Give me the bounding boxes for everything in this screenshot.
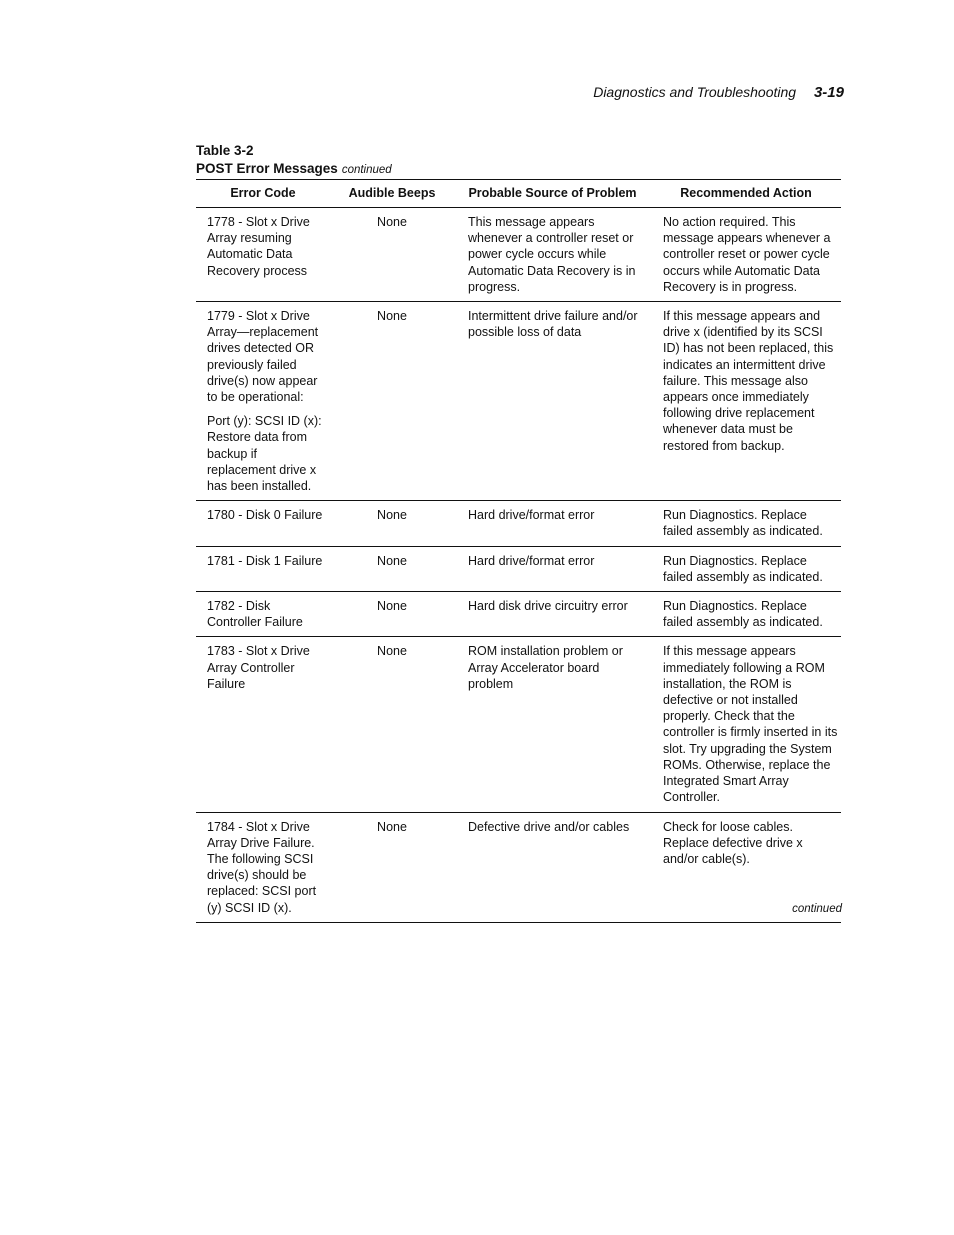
error-code-text: 1779 - Slot x Drive Array—replacement drives detected OR previously failed drive(s) now appear to be operational: [207,309,319,405]
recommended-action-cell: If this message appears and drive x (identified by its SCSI ID) has not been replaced, this indicates an intermittent drive failure. This message also appears once immediately following drive replacement whenever data must be restored from backup. [651,302,841,501]
recommended-action-cell: Run Diagnostics. Replace failed assembly as indicated. [651,592,841,637]
table-header-row [196,180,841,208]
error-code-cell: 1781 - Disk 1 Failure [196,546,330,591]
error-code-cell [196,302,330,501]
table-row [196,592,841,637]
audible-beeps-cell: None [330,208,454,302]
audible-beeps-cell: None [330,637,454,812]
error-code-cell: 1783 - Slot x Drive Array Controller Failure [196,637,330,812]
table-continued-note: continued [792,903,842,915]
recommended-action-cell: Check for loose cables. Replace defective drive x and/or cable(s). [651,812,841,922]
column-header-error-code: Error Code [196,180,330,208]
error-code-cell: 1778 - Slot x Drive Array resuming Automatic Data Recovery process [196,208,330,302]
probable-source-cell: Hard drive/format error [454,501,651,546]
probable-source-cell: Intermittent drive failure and/or possible loss of data [454,302,651,501]
error-code-cell: 1780 - Disk 0 Failure [196,501,330,546]
table-row [196,546,841,591]
audible-beeps-cell: None [330,592,454,637]
probable-source-cell: Defective drive and/or cables [454,812,651,922]
audible-beeps-cell: None [330,302,454,501]
probable-source-cell: Hard disk drive circuitry error [454,592,651,637]
table-row [196,812,841,922]
column-header-audible-beeps: Audible Beeps [330,180,454,208]
table-caption [196,142,392,179]
table-row [196,637,841,812]
recommended-action-cell: If this message appears immediately following a ROM installation, the ROM is defective or not installed properly. Check that the controller is firmly inserted in its slot. Try upgrading the System ROMs. Otherwise, replace the Integrated Smart Array Controller. [651,637,841,812]
audible-beeps-cell: None [330,546,454,591]
post-error-table [196,179,841,923]
table-number: Table 3-2 [196,143,254,158]
table-row [196,302,841,501]
running-header [593,84,844,101]
section-title: Diagnostics and Troubleshooting [593,84,797,100]
column-header-probable-source: Probable Source of Problem [454,180,651,208]
error-code-extra-text: Port (y): SCSI ID (x): Restore data from backup if replacement drive x has been installed. [207,414,322,494]
table-row [196,208,841,302]
error-code-cell: 1782 - Disk Controller Failure [196,592,330,637]
table-title: POST Error Messages [196,161,338,176]
probable-source-cell: This message appears whenever a controller reset or power cycle occurs while Automatic Data Recovery is in progress. [454,208,651,302]
recommended-action-cell: No action required. This message appears whenever a controller reset or power cycle occurs while Automatic Data Recovery is in progress. [651,208,841,302]
audible-beeps-cell: None [330,501,454,546]
audible-beeps-cell: None [330,812,454,922]
probable-source-cell: ROM installation problem or Array Accelerator board problem [454,637,651,812]
recommended-action-cell: Run Diagnostics. Replace failed assembly as indicated. [651,546,841,591]
caption-continued: continued [341,164,392,176]
column-header-recommended-action: Recommended Action [651,180,841,208]
table-row [196,501,841,546]
recommended-action-cell: Run Diagnostics. Replace failed assembly as indicated. [651,501,841,546]
page-number: 3-19 [813,84,844,101]
error-code-cell: 1784 - Slot x Drive Array Drive Failure. The following SCSI drive(s) should be replaced: SCSI port (y) SCSI ID (x). [196,812,330,922]
probable-source-cell: Hard drive/format error [454,546,651,591]
